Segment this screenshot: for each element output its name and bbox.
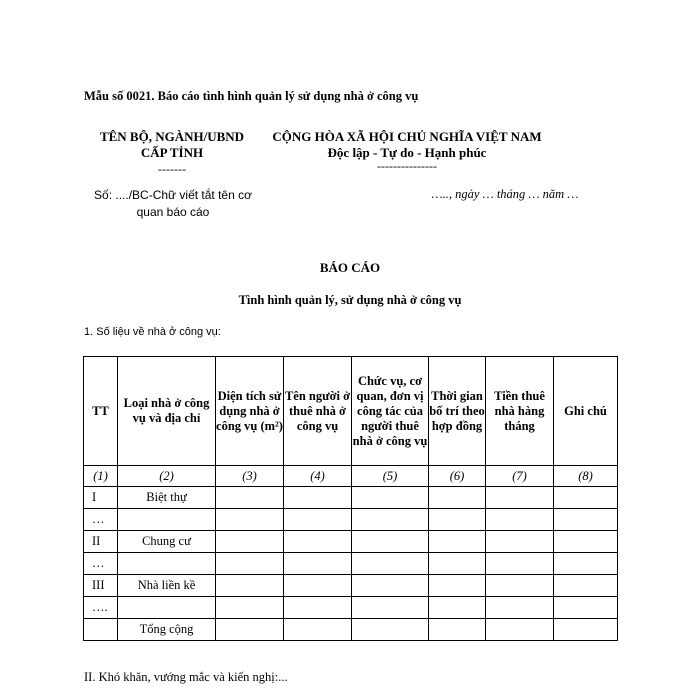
table-cell[interactable] (486, 487, 554, 509)
table-cell[interactable] (352, 597, 429, 619)
table-cell[interactable] (429, 597, 486, 619)
table-cell[interactable] (284, 487, 352, 509)
column-index: (4) (284, 466, 352, 487)
table-cell[interactable] (352, 509, 429, 531)
row-number: …. (84, 597, 118, 619)
table-cell[interactable] (486, 575, 554, 597)
document-number (83, 187, 263, 221)
table-cell[interactable] (554, 487, 618, 509)
table-row (84, 509, 618, 531)
table-cell[interactable] (216, 597, 284, 619)
column-header: Ghi chú (554, 357, 618, 466)
table-row (84, 575, 618, 597)
row-number: I (84, 487, 118, 509)
national-divider: --------------- (377, 159, 437, 173)
table-cell[interactable] (216, 553, 284, 575)
total-label: Tổng cộng (118, 619, 216, 641)
housing-table (83, 356, 618, 641)
column-header: Chức vụ, cơ quan, đơn vị công tác của người thuê nhà ở công vụ (352, 357, 429, 466)
column-index: (8) (554, 466, 618, 487)
section-1-heading: 1. Số liệu về nhà ở công vụ: (84, 326, 221, 338)
table-cell[interactable] (216, 575, 284, 597)
table-cell[interactable] (554, 531, 618, 553)
form-title: Mẫu số 0021. Báo cáo tình hình quản lý sử dụng nhà ở công vụ (84, 89, 419, 103)
housing-type (118, 509, 216, 531)
column-index: (1) (84, 466, 118, 487)
table-cell[interactable] (284, 531, 352, 553)
row-number: III (84, 575, 118, 597)
ministry-divider: ------- (158, 162, 186, 176)
table-cell[interactable] (554, 575, 618, 597)
table-row (84, 553, 618, 575)
report-heading: BÁO CÁO (319, 260, 381, 275)
column-index: (7) (486, 466, 554, 487)
column-header: Tên người ở thuê nhà ở công vụ (284, 357, 352, 466)
table-cell[interactable] (429, 509, 486, 531)
table-cell[interactable] (486, 509, 554, 531)
table-cell[interactable] (429, 487, 486, 509)
table-cell[interactable] (429, 575, 486, 597)
table-cell[interactable] (486, 597, 554, 619)
column-index: (5) (352, 466, 429, 487)
date-line: ….., ngày … tháng … năm … (431, 187, 579, 201)
ministry-header (76, 129, 268, 161)
column-index: (6) (429, 466, 486, 487)
column-index: (2) (118, 466, 216, 487)
table-cell[interactable] (554, 597, 618, 619)
report-subtitle: Tình hình quản lý, sử dụng nhà ở công vụ (238, 293, 462, 307)
table-cell[interactable] (216, 531, 284, 553)
column-header: TT (84, 357, 118, 466)
section-2-heading: II. Khó khăn, vướng mắc và kiến nghị:... (84, 670, 288, 684)
table-cell[interactable] (429, 619, 486, 641)
table-row (84, 597, 618, 619)
table-header-row (84, 357, 618, 466)
document-number-line-2: quan báo cáo (136, 205, 210, 219)
table-cell[interactable] (429, 553, 486, 575)
table-cell[interactable] (352, 531, 429, 553)
ministry-line-2: CẤP TỈNH (140, 145, 204, 160)
column-index: (3) (216, 466, 284, 487)
column-header: Diện tích sử dụng nhà ở công vụ (m²) (216, 357, 284, 466)
table-cell[interactable] (486, 531, 554, 553)
document-number-line-1: Số: ..../BC-Chữ viết tắt tên cơ (94, 188, 252, 202)
table-cell[interactable] (284, 553, 352, 575)
housing-type (118, 553, 216, 575)
table-cell[interactable] (554, 619, 618, 641)
column-index-row (84, 466, 618, 487)
table-row (84, 487, 618, 509)
housing-type: Nhà liền kề (118, 575, 216, 597)
national-header (262, 129, 552, 161)
national-title: CỘNG HÒA XÃ HỘI CHỦ NGHĨA VIỆT NAM (272, 129, 542, 144)
table-cell[interactable] (352, 575, 429, 597)
table-cell[interactable] (284, 509, 352, 531)
row-number: … (84, 509, 118, 531)
housing-type: Biệt thự (118, 487, 216, 509)
table-row (84, 531, 618, 553)
table-cell[interactable] (486, 553, 554, 575)
table-cell[interactable] (486, 619, 554, 641)
column-header: Tiền thuê nhà hàng tháng (486, 357, 554, 466)
row-number: II (84, 531, 118, 553)
table-cell[interactable] (352, 487, 429, 509)
table-cell[interactable] (216, 487, 284, 509)
row-number (84, 619, 118, 641)
table-cell[interactable] (216, 509, 284, 531)
table-total-row (84, 619, 618, 641)
table-cell[interactable] (284, 597, 352, 619)
table-cell[interactable] (554, 553, 618, 575)
ministry-line-1: TÊN BỘ, NGÀNH/UBND (99, 129, 245, 144)
housing-type: Chung cư (118, 531, 216, 553)
table-cell[interactable] (284, 575, 352, 597)
column-header: Loại nhà ở công vụ và địa chỉ (118, 357, 216, 466)
table-cell[interactable] (429, 531, 486, 553)
housing-type (118, 597, 216, 619)
national-motto: Độc lập - Tự do - Hạnh phúc (327, 145, 487, 160)
table-cell[interactable] (554, 509, 618, 531)
table-cell[interactable] (284, 619, 352, 641)
table-cell[interactable] (352, 619, 429, 641)
row-number: … (84, 553, 118, 575)
table-cell[interactable] (216, 619, 284, 641)
table-cell[interactable] (352, 553, 429, 575)
column-header: Thời gian bố trí theo hợp đồng (429, 357, 486, 466)
